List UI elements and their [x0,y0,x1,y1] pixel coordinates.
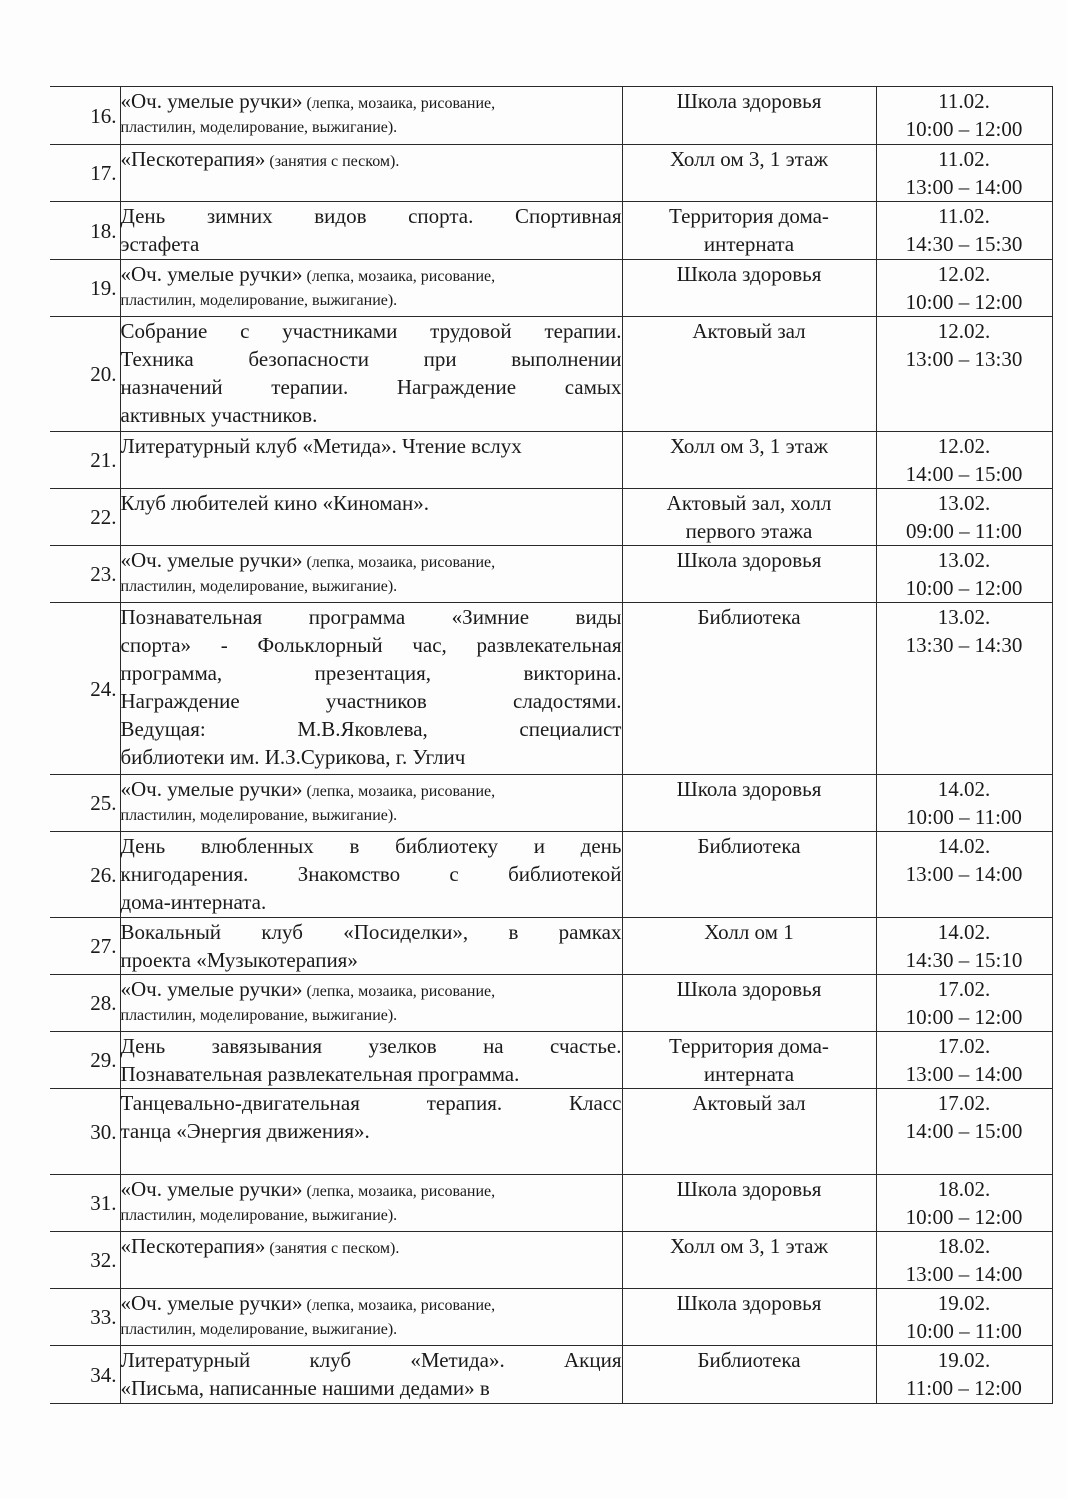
schedule-table [50,86,1053,1404]
event-title-line [121,260,622,289]
event-title-line [121,1232,622,1261]
event-time: 11:00 – 12:00 [906,1376,1022,1400]
event-datetime [876,775,1052,832]
event-description [120,1032,622,1089]
event-title: «Пескотерапия» [120,147,266,171]
row-number: 23. [50,546,120,603]
event-location [622,145,876,202]
row-number: 26. [50,832,120,918]
event-date: 13.02. [937,605,991,629]
event-date: 17.02. [937,1091,991,1115]
event-note: (лепка, мозаика, рисование, [302,1183,496,1200]
event-description [120,1175,622,1232]
event-text-line: Ведущая: М.В.Яковлева, специалист [120,717,622,741]
event-text-line: Клуб любителей кино «Киноман». [120,491,429,515]
event-title: «Оч. умелые ручки» [120,1177,303,1201]
event-note-continued: пластилин, моделирование, выжигание). [120,119,398,136]
event-text-line: Награждение участников сладостями. [120,689,622,713]
table-row [50,1175,1052,1232]
event-time: 09:00 – 11:00 [906,519,1022,543]
table-row [50,87,1052,145]
row-number: 33. [50,1289,120,1346]
event-description [120,260,622,317]
event-time: 10:00 – 12:00 [905,117,1023,141]
event-text-line: программа, презентация, викторина. [120,661,622,685]
event-location [622,603,876,775]
event-description [120,1089,622,1175]
location-line: Школа здоровья [676,548,822,572]
event-title: «Оч. умелые ручки» [120,89,303,113]
event-text-line: День завязывания узелков на счастье. [120,1034,622,1058]
event-location [622,1289,876,1346]
event-text-line: Литературный клуб «Метида». Чтение вслух [120,434,522,458]
event-date: 13.02. [937,548,991,572]
event-note: (лепка, мозаика, рисование, [302,783,496,800]
event-description [120,1289,622,1346]
event-time: 10:00 – 12:00 [905,1205,1023,1229]
event-location [622,1175,876,1232]
event-text-line: активных участников. [120,403,318,427]
event-description [120,202,622,260]
event-note: (лепка, мозаика, рисование, [302,268,496,285]
event-text-line: дома-интерната. [120,890,267,914]
event-note-continued: пластилин, моделирование, выжигание). [120,807,398,824]
table-row [50,489,1052,546]
event-note-continued: пластилин, моделирование, выжигание). [120,1321,398,1338]
event-location [622,87,876,145]
row-number: 17. [50,145,120,202]
event-date: 12.02. [937,319,991,343]
event-note: (занятия с песком). [265,153,400,170]
event-time: 10:00 – 12:00 [905,290,1023,314]
row-number: 25. [50,775,120,832]
event-datetime [876,260,1052,317]
event-text-line: Вокальный клуб «Посиделки», в рамках [120,920,622,944]
event-location [622,260,876,317]
event-time: 10:00 – 11:00 [906,805,1022,829]
event-time: 14:30 – 15:10 [905,948,1023,972]
event-time: 13:00 – 13:30 [905,347,1023,371]
event-datetime [876,145,1052,202]
event-datetime [876,975,1052,1032]
event-date: 19.02. [937,1348,991,1372]
event-time: 13:00 – 14:00 [905,1262,1023,1286]
location-line: Школа здоровья [676,262,822,286]
event-text-line: Познавательная развлекательная программа. [120,1062,520,1086]
event-time: 13:00 – 14:00 [905,862,1023,886]
table-row [50,202,1052,260]
event-datetime [876,1289,1052,1346]
event-time: 14:30 – 15:30 [905,232,1023,256]
table-row [50,432,1052,489]
location-line: Актовый зал [692,1091,806,1115]
event-text-line: Познавательная программа «Зимние виды [120,605,622,629]
table-row [50,832,1052,918]
event-datetime [876,1089,1052,1175]
row-number: 32. [50,1232,120,1289]
event-datetime [876,918,1052,975]
event-text-line: танца «Энергия движения». [120,1119,370,1143]
event-text-line: библиотеки им. И.З.Сурикова, г. Углич [120,745,466,769]
row-number: 34. [50,1346,120,1404]
event-location [622,1346,876,1404]
row-number: 18. [50,202,120,260]
event-title-line [121,1175,622,1204]
event-time: 10:00 – 11:00 [906,1319,1022,1343]
event-title: «Оч. умелые ручки» [120,1291,303,1315]
row-number: 29. [50,1032,120,1089]
event-location [622,1232,876,1289]
event-time: 14:00 – 15:00 [905,1119,1023,1143]
location-line: Холл ом 1 [704,920,794,944]
event-text-line: Литературный клуб «Метида». Акция [120,1348,622,1372]
event-title-line [121,87,622,116]
location-line: Школа здоровья [676,977,822,1001]
event-time: 13:00 – 14:00 [905,1062,1023,1086]
event-location [622,546,876,603]
table-row [50,260,1052,317]
event-date: 14.02. [937,920,991,944]
event-date: 17.02. [937,977,991,1001]
event-description [120,145,622,202]
event-time: 13:30 – 14:30 [905,633,1023,657]
event-datetime [876,87,1052,145]
event-datetime [876,1032,1052,1089]
event-description [120,975,622,1032]
event-datetime [876,546,1052,603]
table-row [50,1289,1052,1346]
location-line: первого этажа [685,519,813,543]
event-time: 13:00 – 14:00 [905,175,1023,199]
event-text-line: назначений терапии. Награждение самых [120,375,622,399]
event-description [120,775,622,832]
event-datetime [876,317,1052,432]
event-text-line: проекта «Музыкотерапия» [120,948,358,972]
location-line: Территория дома- [669,1034,829,1058]
event-title: «Оч. умелые ручки» [120,977,303,1001]
event-date: 12.02. [937,434,991,458]
event-date: 11.02. [938,147,990,171]
row-number: 27. [50,918,120,975]
event-description [120,546,622,603]
location-line: Школа здоровья [676,1291,822,1315]
table-row [50,1346,1052,1404]
row-number: 31. [50,1175,120,1232]
table-row [50,1232,1052,1289]
event-date: 13.02. [937,491,991,515]
table-row [50,546,1052,603]
table-row [50,317,1052,432]
row-number: 19. [50,260,120,317]
event-text-line: Техника безопасности при выполнении [120,347,622,371]
event-note: (лепка, мозаика, рисование, [302,95,496,112]
event-text-line: День влюбленных в библиотеку и день [120,834,622,858]
event-datetime [876,832,1052,918]
event-location [622,1089,876,1175]
event-description [120,489,622,546]
event-text-line: спорта» - Фольклорный час, развлекательная [120,633,622,657]
event-title-line [121,1289,622,1318]
location-line: интерната [703,1062,795,1086]
event-date: 18.02. [937,1177,991,1201]
schedule-body [50,87,1052,1404]
event-time: 10:00 – 12:00 [905,576,1023,600]
event-note: (занятия с песком). [265,1240,400,1257]
event-description [120,1232,622,1289]
location-line: интерната [703,232,795,256]
event-note-continued: пластилин, моделирование, выжигание). [120,1207,398,1224]
event-description [120,432,622,489]
event-location [622,975,876,1032]
location-line: Холл ом 3, 1 этаж [670,1234,828,1258]
event-location [622,489,876,546]
row-number: 28. [50,975,120,1032]
event-date: 17.02. [937,1034,991,1058]
event-location [622,918,876,975]
event-description [120,832,622,918]
location-line: Холл ом 3, 1 этаж [670,147,828,171]
event-date: 14.02. [937,834,991,858]
event-title: «Оч. умелые ручки» [120,777,303,801]
row-number: 30. [50,1089,120,1175]
event-date: 14.02. [937,777,991,801]
event-location [622,317,876,432]
location-line: Библиотека [697,605,801,629]
event-text-line: Собрание с участниками трудовой терапии. [120,319,622,343]
table-row [50,603,1052,775]
event-title-line [121,546,622,575]
event-note: (лепка, мозаика, рисование, [302,554,496,571]
table-row [50,1089,1052,1175]
location-line: Школа здоровья [676,777,822,801]
row-number: 20. [50,317,120,432]
row-number: 21. [50,432,120,489]
event-title-line [121,775,622,804]
scan-artifact [958,70,1008,74]
event-datetime [876,603,1052,775]
event-note-continued: пластилин, моделирование, выжигание). [120,1007,398,1024]
location-line: Территория дома- [669,204,829,228]
event-datetime [876,1232,1052,1289]
table-row [50,918,1052,975]
location-line: Школа здоровья [676,89,822,113]
table-row [50,975,1052,1032]
event-datetime [876,432,1052,489]
event-date: 11.02. [938,204,990,228]
event-location [622,1032,876,1089]
event-description [120,317,622,432]
location-line: Актовый зал [692,319,806,343]
event-note-continued: пластилин, моделирование, выжигание). [120,292,398,309]
event-location [622,202,876,260]
event-time: 10:00 – 12:00 [905,1005,1023,1029]
event-text-line: книгодарения. Знакомство с библиотекой [120,862,622,886]
event-date: 12.02. [937,262,991,286]
event-note-continued: пластилин, моделирование, выжигание). [120,578,398,595]
event-date: 11.02. [938,89,990,113]
event-title-line [121,145,622,174]
row-number: 24. [50,603,120,775]
event-description [120,918,622,975]
event-title: «Пескотерапия» [120,1234,266,1258]
event-datetime [876,1175,1052,1232]
event-description [120,1346,622,1404]
event-description [120,603,622,775]
event-datetime [876,489,1052,546]
event-time: 14:00 – 15:00 [905,462,1023,486]
event-note: (лепка, мозаика, рисование, [302,1297,496,1314]
event-description [120,87,622,145]
row-number: 22. [50,489,120,546]
location-line: Актовый зал, холл [666,491,832,515]
table-row [50,1032,1052,1089]
event-title: «Оч. умелые ручки» [120,262,303,286]
event-location [622,832,876,918]
table-row [50,145,1052,202]
row-number: 16. [50,87,120,145]
event-datetime [876,202,1052,260]
event-date: 19.02. [937,1291,991,1315]
event-location [622,775,876,832]
event-text-line: эстафета [120,232,200,256]
event-text-line: Танцевально-двигательная терапия. Класс [120,1091,622,1115]
event-date: 18.02. [937,1234,991,1258]
event-title-line [121,975,622,1004]
event-datetime [876,1346,1052,1404]
table-row [50,775,1052,832]
event-location [622,432,876,489]
event-note: (лепка, мозаика, рисование, [302,983,496,1000]
event-text-line: «Письма, написанные нашими дедами» в [120,1376,490,1400]
location-line: Библиотека [697,1348,801,1372]
location-line: Библиотека [697,834,801,858]
location-line: Холл ом 3, 1 этаж [670,434,828,458]
location-line: Школа здоровья [676,1177,822,1201]
event-title: «Оч. умелые ручки» [120,548,303,572]
event-text-line: День зимних видов спорта. Спортивная [120,204,622,228]
